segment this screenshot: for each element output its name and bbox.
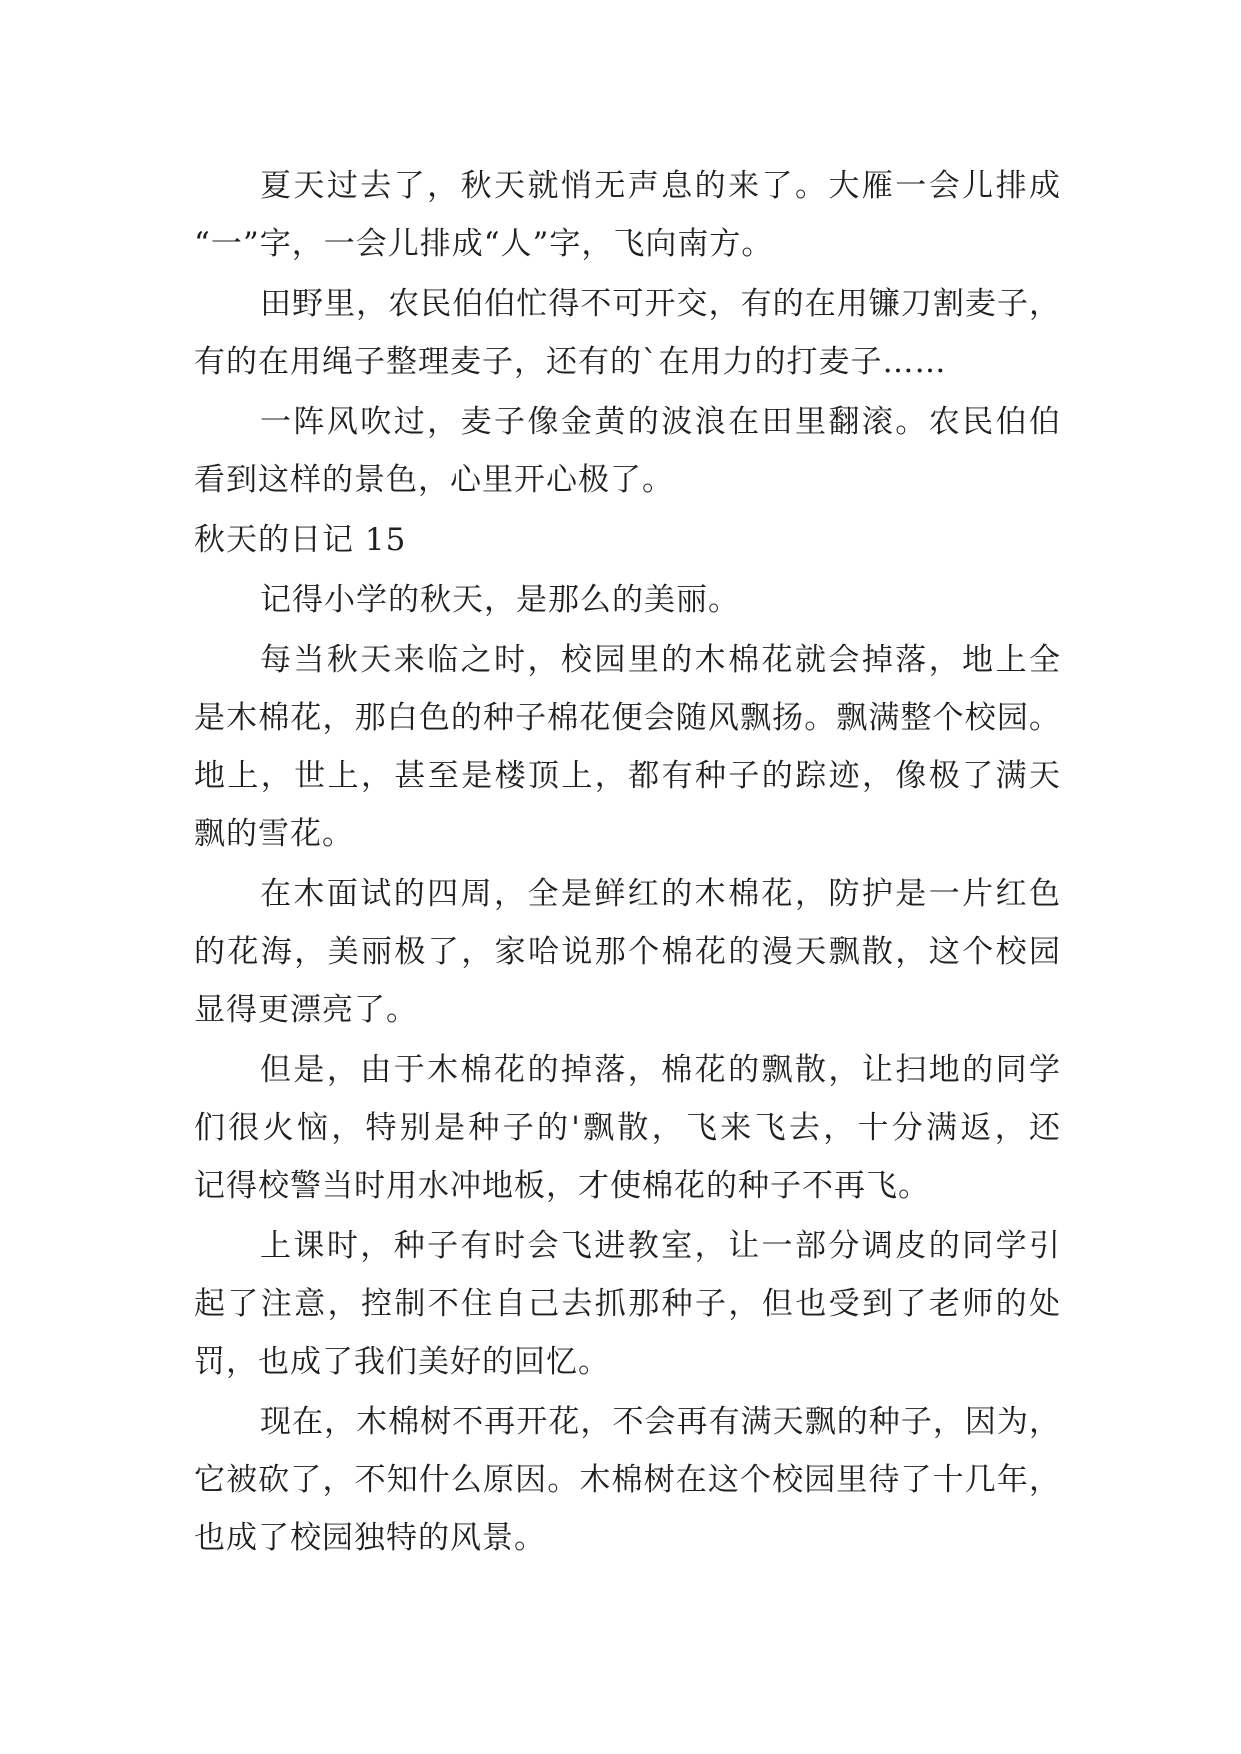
text-line: 们很火恼，特别是种子的'飘散，飞来飞去，十分满返，还	[194, 1110, 1061, 1146]
paragraph	[194, 157, 1061, 273]
paragraph	[194, 275, 1061, 391]
diary-title: 秋天的日记 15	[194, 522, 407, 558]
text-line: 田野里，农民伯伯忙得不可开交，有的在用镰刀割麦子，	[260, 286, 1061, 322]
text-line: 上课时，种子有时会飞进教室，让一部分调皮的同学引	[260, 1228, 1061, 1264]
text-line: 的花海，美丽极了，家哈说那个棉花的漫天飘散，这个校园	[194, 934, 1061, 970]
text-line: 起了注意，控制不住自己去抓那种子，但也受到了老师的处	[194, 1286, 1061, 1322]
text-line: 有的在用绳子整理麦子，还有的`在用力的打麦子……	[194, 344, 947, 380]
paragraph	[194, 393, 1061, 509]
text-line: 但是，由于木棉花的掉落，棉花的飘散，让扫地的同学	[260, 1052, 1061, 1088]
text-line: 飘的雪花。	[194, 816, 354, 852]
text-line: 每当秋天来临之时，校园里的木棉花就会掉落，地上全	[260, 642, 1061, 678]
paragraph	[194, 571, 1061, 629]
text-line: 在木面试的四周，全是鲜红的木棉花，防护是一片红色	[260, 876, 1061, 912]
text-line: 显得更漂亮了。	[194, 992, 418, 1028]
text-line: 地上，世上，甚至是楼顶上，都有种子的踪迹，像极了满天	[194, 758, 1061, 794]
document-body	[194, 157, 1061, 1567]
paragraph	[194, 1393, 1061, 1567]
text-line: 它被砍了，不知什么原因。木棉树在这个校园里待了十几年，	[194, 1462, 1061, 1498]
text-line: “一”字，一会儿排成“人”字，飞向南方。	[194, 226, 774, 262]
text-line: 夏天过去了，秋天就悄无声息的来了。大雁一会儿排成	[260, 168, 1061, 204]
text-line: 现在，木棉树不再开花，不会再有满天飘的种子，因为，	[260, 1404, 1061, 1440]
text-line: 记得小学的秋天，是那么的美丽。	[260, 582, 740, 618]
text-line: 是木棉花，那白色的种子棉花便会随风飘扬。飘满整个校园。	[194, 700, 1061, 736]
text-line: 看到这样的景色，心里开心极了。	[194, 462, 674, 498]
paragraph	[194, 1217, 1061, 1391]
paragraph	[194, 865, 1061, 1039]
paragraph	[194, 1041, 1061, 1215]
text-line: 罚，也成了我们美好的回忆。	[194, 1344, 610, 1380]
text-line: 也成了校园独特的风景。	[194, 1520, 546, 1556]
paragraph	[194, 631, 1061, 863]
text-line: 一阵风吹过，麦子像金黄的波浪在田里翻滚。农民伯伯	[260, 404, 1061, 440]
text-line: 记得校警当时用水冲地板，才使棉花的种子不再飞。	[194, 1168, 930, 1204]
